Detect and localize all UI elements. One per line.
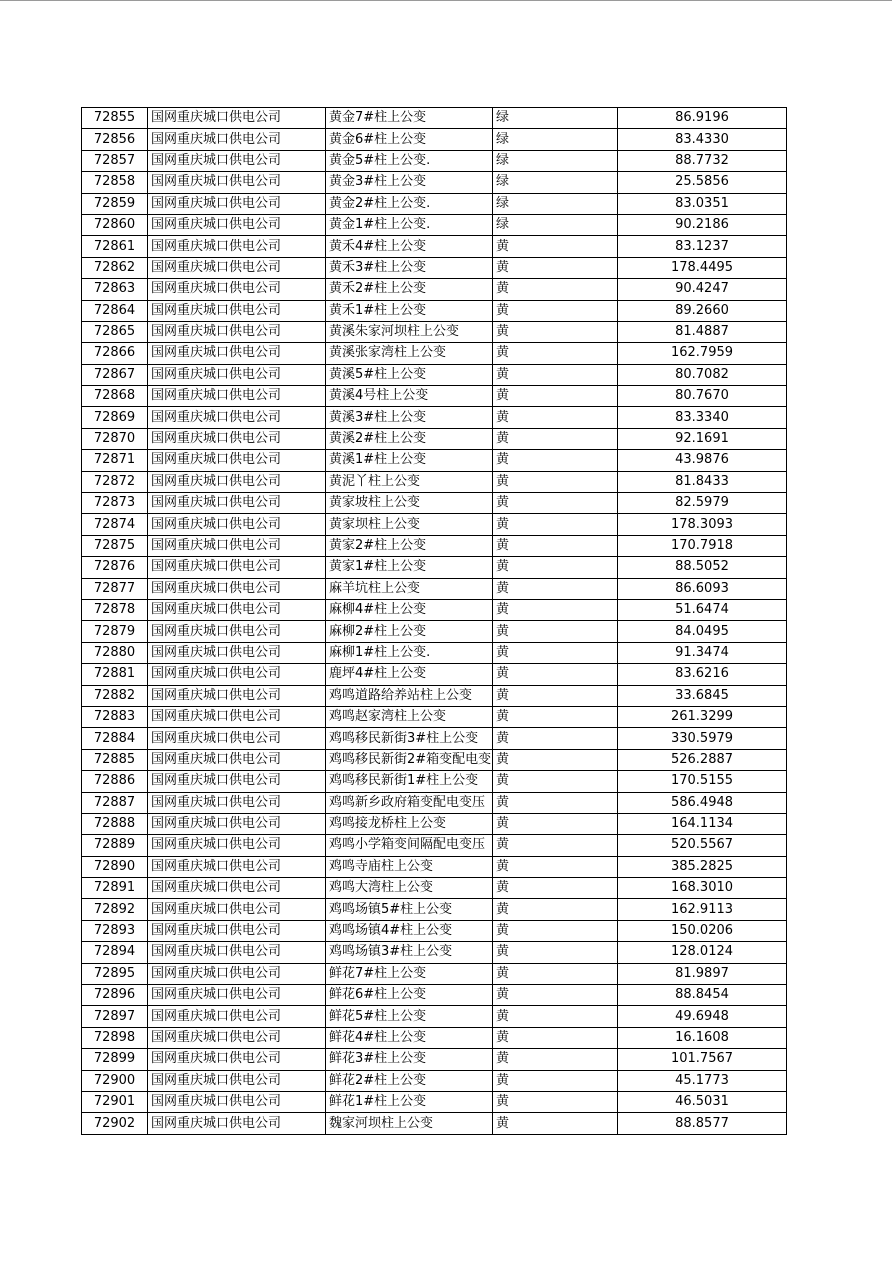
value-cell: 170.7918 [618, 535, 787, 556]
table-row [82, 535, 787, 556]
row-id-cell: 72862 [82, 257, 148, 278]
value-cell: 86.6093 [618, 578, 787, 599]
row-id-cell: 72876 [82, 557, 148, 578]
company-cell: 国网重庆城口供电公司 [148, 1113, 326, 1134]
level-cell: 黄 [493, 856, 618, 877]
table-row [82, 300, 787, 321]
value-cell: 86.9196 [618, 108, 787, 129]
company-cell: 国网重庆城口供电公司 [148, 1006, 326, 1027]
table-row [82, 1113, 787, 1134]
data-table [81, 107, 787, 1135]
table-row [82, 450, 787, 471]
value-cell: 91.3474 [618, 642, 787, 663]
table-row [82, 343, 787, 364]
row-id-cell: 72894 [82, 942, 148, 963]
transformer-name-cell: 黄家坡柱上公变 [326, 493, 493, 514]
row-id-cell: 72873 [82, 493, 148, 514]
row-id-cell: 72871 [82, 450, 148, 471]
company-cell: 国网重庆城口供电公司 [148, 343, 326, 364]
company-cell: 国网重庆城口供电公司 [148, 813, 326, 834]
company-cell: 国网重庆城口供电公司 [148, 407, 326, 428]
row-id-cell: 72902 [82, 1113, 148, 1134]
value-cell: 83.3340 [618, 407, 787, 428]
transformer-name-cell: 鲜花5#柱上公变 [326, 1006, 493, 1027]
transformer-name-cell: 鲜花7#柱上公变 [326, 963, 493, 984]
transformer-name-cell: 黄溪4号柱上公变 [326, 386, 493, 407]
row-id-cell: 72858 [82, 172, 148, 193]
transformer-name-cell: 鸡鸣寺庙柱上公变 [326, 856, 493, 877]
level-cell: 黄 [493, 664, 618, 685]
transformer-name-cell: 鸡鸣场镇4#柱上公变 [326, 920, 493, 941]
row-id-cell: 72892 [82, 899, 148, 920]
row-id-cell: 72872 [82, 471, 148, 492]
value-cell: 81.8433 [618, 471, 787, 492]
row-id-cell: 72855 [82, 108, 148, 129]
level-cell: 黄 [493, 771, 618, 792]
row-id-cell: 72901 [82, 1091, 148, 1112]
value-cell: 80.7082 [618, 364, 787, 385]
transformer-name-cell: 鸡鸣新乡政府箱变配电变压 [326, 792, 493, 813]
transformer-name-cell: 黄禾3#柱上公变 [326, 257, 493, 278]
transformer-name-cell: 黄溪朱家河坝柱上公变 [326, 321, 493, 342]
level-cell: 黄 [493, 749, 618, 770]
transformer-name-cell: 黄家1#柱上公变 [326, 557, 493, 578]
level-cell: 黄 [493, 985, 618, 1006]
transformer-name-cell: 黄禾2#柱上公变 [326, 279, 493, 300]
row-id-cell: 72885 [82, 749, 148, 770]
level-cell: 黄 [493, 1006, 618, 1027]
level-cell: 黄 [493, 257, 618, 278]
transformer-name-cell: 黄溪1#柱上公变 [326, 450, 493, 471]
company-cell: 国网重庆城口供电公司 [148, 493, 326, 514]
table-row [82, 1049, 787, 1070]
row-id-cell: 72869 [82, 407, 148, 428]
value-cell: 88.8577 [618, 1113, 787, 1134]
value-cell: 83.1237 [618, 236, 787, 257]
company-cell: 国网重庆城口供电公司 [148, 428, 326, 449]
table-row [82, 985, 787, 1006]
row-id-cell: 72896 [82, 985, 148, 1006]
value-cell: 90.4247 [618, 279, 787, 300]
company-cell: 国网重庆城口供电公司 [148, 856, 326, 877]
company-cell: 国网重庆城口供电公司 [148, 792, 326, 813]
level-cell: 黄 [493, 343, 618, 364]
transformer-name-cell: 鲜花2#柱上公变 [326, 1070, 493, 1091]
value-cell: 88.7732 [618, 150, 787, 171]
row-id-cell: 72865 [82, 321, 148, 342]
company-cell: 国网重庆城口供电公司 [148, 728, 326, 749]
level-cell: 黄 [493, 920, 618, 941]
table-row [82, 835, 787, 856]
transformer-name-cell: 黄禾1#柱上公变 [326, 300, 493, 321]
level-cell: 黄 [493, 407, 618, 428]
transformer-name-cell: 鲜花3#柱上公变 [326, 1049, 493, 1070]
row-id-cell: 72875 [82, 535, 148, 556]
level-cell: 黄 [493, 728, 618, 749]
table-row [82, 728, 787, 749]
company-cell: 国网重庆城口供电公司 [148, 236, 326, 257]
level-cell: 黄 [493, 1113, 618, 1134]
company-cell: 国网重庆城口供电公司 [148, 193, 326, 214]
row-id-cell: 72900 [82, 1070, 148, 1091]
company-cell: 国网重庆城口供电公司 [148, 386, 326, 407]
company-cell: 国网重庆城口供电公司 [148, 664, 326, 685]
transformer-name-cell: 鸡鸣移民新街3#柱上公变 [326, 728, 493, 749]
level-cell: 绿 [493, 172, 618, 193]
transformer-name-cell: 黄泥丫柱上公变 [326, 471, 493, 492]
row-id-cell: 72886 [82, 771, 148, 792]
value-cell: 330.5979 [618, 728, 787, 749]
level-cell: 绿 [493, 214, 618, 235]
transformer-name-cell: 麻羊坑柱上公变 [326, 578, 493, 599]
value-cell: 88.8454 [618, 985, 787, 1006]
row-id-cell: 72881 [82, 664, 148, 685]
level-cell: 黄 [493, 813, 618, 834]
table-row [82, 1006, 787, 1027]
company-cell: 国网重庆城口供电公司 [148, 214, 326, 235]
level-cell: 黄 [493, 514, 618, 535]
company-cell: 国网重庆城口供电公司 [148, 1049, 326, 1070]
transformer-name-cell: 黄溪5#柱上公变 [326, 364, 493, 385]
transformer-name-cell: 麻柳1#柱上公变. [326, 642, 493, 663]
row-id-cell: 72880 [82, 642, 148, 663]
table-row [82, 1070, 787, 1091]
value-cell: 46.5031 [618, 1091, 787, 1112]
company-cell: 国网重庆城口供电公司 [148, 749, 326, 770]
value-cell: 16.1608 [618, 1027, 787, 1048]
table-row [82, 578, 787, 599]
company-cell: 国网重庆城口供电公司 [148, 771, 326, 792]
company-cell: 国网重庆城口供电公司 [148, 257, 326, 278]
level-cell: 黄 [493, 942, 618, 963]
table-row [82, 557, 787, 578]
level-cell: 黄 [493, 279, 618, 300]
transformer-name-cell: 鸡鸣道路给养站柱上公变 [326, 685, 493, 706]
row-id-cell: 72857 [82, 150, 148, 171]
table-row [82, 493, 787, 514]
table-row [82, 108, 787, 129]
transformer-name-cell: 麻柳4#柱上公变 [326, 599, 493, 620]
table-body [82, 108, 787, 1135]
row-id-cell: 72867 [82, 364, 148, 385]
company-cell: 国网重庆城口供电公司 [148, 1091, 326, 1112]
table-row [82, 749, 787, 770]
company-cell: 国网重庆城口供电公司 [148, 279, 326, 300]
table-row [82, 514, 787, 535]
row-id-cell: 72897 [82, 1006, 148, 1027]
level-cell: 黄 [493, 963, 618, 984]
value-cell: 168.3010 [618, 878, 787, 899]
table-row [82, 1027, 787, 1048]
row-id-cell: 72877 [82, 578, 148, 599]
transformer-name-cell: 黄金5#柱上公变. [326, 150, 493, 171]
table-row [82, 664, 787, 685]
level-cell: 绿 [493, 193, 618, 214]
level-cell: 绿 [493, 108, 618, 129]
value-cell: 178.4495 [618, 257, 787, 278]
value-cell: 150.0206 [618, 920, 787, 941]
table-row [82, 364, 787, 385]
company-cell: 国网重庆城口供电公司 [148, 878, 326, 899]
value-cell: 92.1691 [618, 428, 787, 449]
value-cell: 88.5052 [618, 557, 787, 578]
level-cell: 黄 [493, 236, 618, 257]
transformer-name-cell: 鹿坪4#柱上公变 [326, 664, 493, 685]
company-cell: 国网重庆城口供电公司 [148, 321, 326, 342]
table-row [82, 899, 787, 920]
level-cell: 黄 [493, 1070, 618, 1091]
company-cell: 国网重庆城口供电公司 [148, 1070, 326, 1091]
value-cell: 101.7567 [618, 1049, 787, 1070]
company-cell: 国网重庆城口供电公司 [148, 963, 326, 984]
level-cell: 黄 [493, 386, 618, 407]
value-cell: 83.4330 [618, 129, 787, 150]
value-cell: 586.4948 [618, 792, 787, 813]
level-cell: 黄 [493, 599, 618, 620]
table-row [82, 792, 787, 813]
row-id-cell: 72891 [82, 878, 148, 899]
row-id-cell: 72890 [82, 856, 148, 877]
value-cell: 80.7670 [618, 386, 787, 407]
value-cell: 82.5979 [618, 493, 787, 514]
row-id-cell: 72884 [82, 728, 148, 749]
transformer-name-cell: 鲜花6#柱上公变 [326, 985, 493, 1006]
company-cell: 国网重庆城口供电公司 [148, 450, 326, 471]
company-cell: 国网重庆城口供电公司 [148, 685, 326, 706]
level-cell: 黄 [493, 300, 618, 321]
value-cell: 162.7959 [618, 343, 787, 364]
table-row [82, 706, 787, 727]
value-cell: 83.6216 [618, 664, 787, 685]
row-id-cell: 72859 [82, 193, 148, 214]
table-row [82, 599, 787, 620]
table-row [82, 150, 787, 171]
value-cell: 89.2660 [618, 300, 787, 321]
level-cell: 黄 [493, 1049, 618, 1070]
row-id-cell: 72864 [82, 300, 148, 321]
transformer-name-cell: 鲜花1#柱上公变 [326, 1091, 493, 1112]
value-cell: 170.5155 [618, 771, 787, 792]
row-id-cell: 72874 [82, 514, 148, 535]
company-cell: 国网重庆城口供电公司 [148, 364, 326, 385]
company-cell: 国网重庆城口供电公司 [148, 172, 326, 193]
table-row [82, 172, 787, 193]
company-cell: 国网重庆城口供电公司 [148, 942, 326, 963]
row-id-cell: 72856 [82, 129, 148, 150]
value-cell: 162.9113 [618, 899, 787, 920]
row-id-cell: 72863 [82, 279, 148, 300]
transformer-name-cell: 鸡鸣移民新街2#箱变配电变 [326, 749, 493, 770]
row-id-cell: 72870 [82, 428, 148, 449]
value-cell: 128.0124 [618, 942, 787, 963]
page-top-border [0, 0, 892, 1]
level-cell: 黄 [493, 1027, 618, 1048]
company-cell: 国网重庆城口供电公司 [148, 706, 326, 727]
transformer-name-cell: 黄溪3#柱上公变 [326, 407, 493, 428]
level-cell: 黄 [493, 321, 618, 342]
company-cell: 国网重庆城口供电公司 [148, 535, 326, 556]
level-cell: 黄 [493, 428, 618, 449]
table-row [82, 407, 787, 428]
level-cell: 黄 [493, 899, 618, 920]
transformer-name-cell: 黄家2#柱上公变 [326, 535, 493, 556]
level-cell: 黄 [493, 642, 618, 663]
value-cell: 385.2825 [618, 856, 787, 877]
company-cell: 国网重庆城口供电公司 [148, 129, 326, 150]
transformer-name-cell: 鸡鸣接龙桥柱上公变 [326, 813, 493, 834]
transformer-name-cell: 鲜花4#柱上公变 [326, 1027, 493, 1048]
row-id-cell: 72887 [82, 792, 148, 813]
table-row [82, 771, 787, 792]
value-cell: 178.3093 [618, 514, 787, 535]
value-cell: 81.4887 [618, 321, 787, 342]
table-row [82, 428, 787, 449]
transformer-name-cell: 鸡鸣场镇3#柱上公变 [326, 942, 493, 963]
transformer-name-cell: 黄金1#柱上公变. [326, 214, 493, 235]
transformer-name-cell: 黄溪张家湾柱上公变 [326, 343, 493, 364]
level-cell: 黄 [493, 835, 618, 856]
transformer-name-cell: 鸡鸣大湾柱上公变 [326, 878, 493, 899]
row-id-cell: 72888 [82, 813, 148, 834]
company-cell: 国网重庆城口供电公司 [148, 642, 326, 663]
row-id-cell: 72898 [82, 1027, 148, 1048]
transformer-name-cell: 鸡鸣移民新街1#柱上公变 [326, 771, 493, 792]
level-cell: 绿 [493, 129, 618, 150]
company-cell: 国网重庆城口供电公司 [148, 471, 326, 492]
transformer-name-cell: 黄金2#柱上公变. [326, 193, 493, 214]
table-row [82, 685, 787, 706]
table-row [82, 920, 787, 941]
transformer-name-cell: 黄金3#柱上公变 [326, 172, 493, 193]
company-cell: 国网重庆城口供电公司 [148, 621, 326, 642]
value-cell: 33.6845 [618, 685, 787, 706]
company-cell: 国网重庆城口供电公司 [148, 920, 326, 941]
company-cell: 国网重庆城口供电公司 [148, 578, 326, 599]
table-row [82, 257, 787, 278]
level-cell: 黄 [493, 471, 618, 492]
level-cell: 黄 [493, 578, 618, 599]
row-id-cell: 72893 [82, 920, 148, 941]
row-id-cell: 72868 [82, 386, 148, 407]
value-cell: 43.9876 [618, 450, 787, 471]
table-row [82, 193, 787, 214]
transformer-name-cell: 魏家河坝柱上公变 [326, 1113, 493, 1134]
table-row [82, 878, 787, 899]
table-row [82, 129, 787, 150]
transformer-name-cell: 鸡鸣场镇5#柱上公变 [326, 899, 493, 920]
company-cell: 国网重庆城口供电公司 [148, 300, 326, 321]
value-cell: 84.0495 [618, 621, 787, 642]
level-cell: 黄 [493, 792, 618, 813]
level-cell: 黄 [493, 493, 618, 514]
transformer-name-cell: 黄金7#柱上公变 [326, 108, 493, 129]
level-cell: 黄 [493, 557, 618, 578]
value-cell: 81.9897 [618, 963, 787, 984]
value-cell: 51.6474 [618, 599, 787, 620]
table-row [82, 214, 787, 235]
transformer-name-cell: 黄家坝柱上公变 [326, 514, 493, 535]
table-row [82, 236, 787, 257]
level-cell: 黄 [493, 535, 618, 556]
value-cell: 520.5567 [618, 835, 787, 856]
row-id-cell: 72895 [82, 963, 148, 984]
company-cell: 国网重庆城口供电公司 [148, 557, 326, 578]
transformer-name-cell: 黄禾4#柱上公变 [326, 236, 493, 257]
value-cell: 25.5856 [618, 172, 787, 193]
level-cell: 黄 [493, 621, 618, 642]
level-cell: 黄 [493, 685, 618, 706]
row-id-cell: 72860 [82, 214, 148, 235]
value-cell: 83.0351 [618, 193, 787, 214]
level-cell: 黄 [493, 450, 618, 471]
row-id-cell: 72861 [82, 236, 148, 257]
table-row [82, 856, 787, 877]
table-row [82, 621, 787, 642]
table-row [82, 471, 787, 492]
table-row [82, 642, 787, 663]
table-row [82, 963, 787, 984]
table-row [82, 279, 787, 300]
value-cell: 164.1134 [618, 813, 787, 834]
company-cell: 国网重庆城口供电公司 [148, 1027, 326, 1048]
value-cell: 45.1773 [618, 1070, 787, 1091]
table-row [82, 813, 787, 834]
row-id-cell: 72899 [82, 1049, 148, 1070]
transformer-name-cell: 鸡鸣小学箱变间隔配电变压 [326, 835, 493, 856]
transformer-name-cell: 黄溪2#柱上公变 [326, 428, 493, 449]
value-cell: 261.3299 [618, 706, 787, 727]
table-row [82, 386, 787, 407]
table-row [82, 321, 787, 342]
company-cell: 国网重庆城口供电公司 [148, 150, 326, 171]
company-cell: 国网重庆城口供电公司 [148, 599, 326, 620]
row-id-cell: 72866 [82, 343, 148, 364]
transformer-name-cell: 鸡鸣赵家湾柱上公变 [326, 706, 493, 727]
transformer-name-cell: 麻柳2#柱上公变 [326, 621, 493, 642]
company-cell: 国网重庆城口供电公司 [148, 835, 326, 856]
company-cell: 国网重庆城口供电公司 [148, 108, 326, 129]
table-row [82, 942, 787, 963]
level-cell: 黄 [493, 1091, 618, 1112]
row-id-cell: 72889 [82, 835, 148, 856]
row-id-cell: 72883 [82, 706, 148, 727]
level-cell: 黄 [493, 878, 618, 899]
transformer-name-cell: 黄金6#柱上公变 [326, 129, 493, 150]
table-row [82, 1091, 787, 1112]
level-cell: 黄 [493, 364, 618, 385]
company-cell: 国网重庆城口供电公司 [148, 899, 326, 920]
level-cell: 黄 [493, 706, 618, 727]
row-id-cell: 72879 [82, 621, 148, 642]
row-id-cell: 72878 [82, 599, 148, 620]
value-cell: 526.2887 [618, 749, 787, 770]
company-cell: 国网重庆城口供电公司 [148, 514, 326, 535]
company-cell: 国网重庆城口供电公司 [148, 985, 326, 1006]
level-cell: 绿 [493, 150, 618, 171]
row-id-cell: 72882 [82, 685, 148, 706]
value-cell: 49.6948 [618, 1006, 787, 1027]
value-cell: 90.2186 [618, 214, 787, 235]
